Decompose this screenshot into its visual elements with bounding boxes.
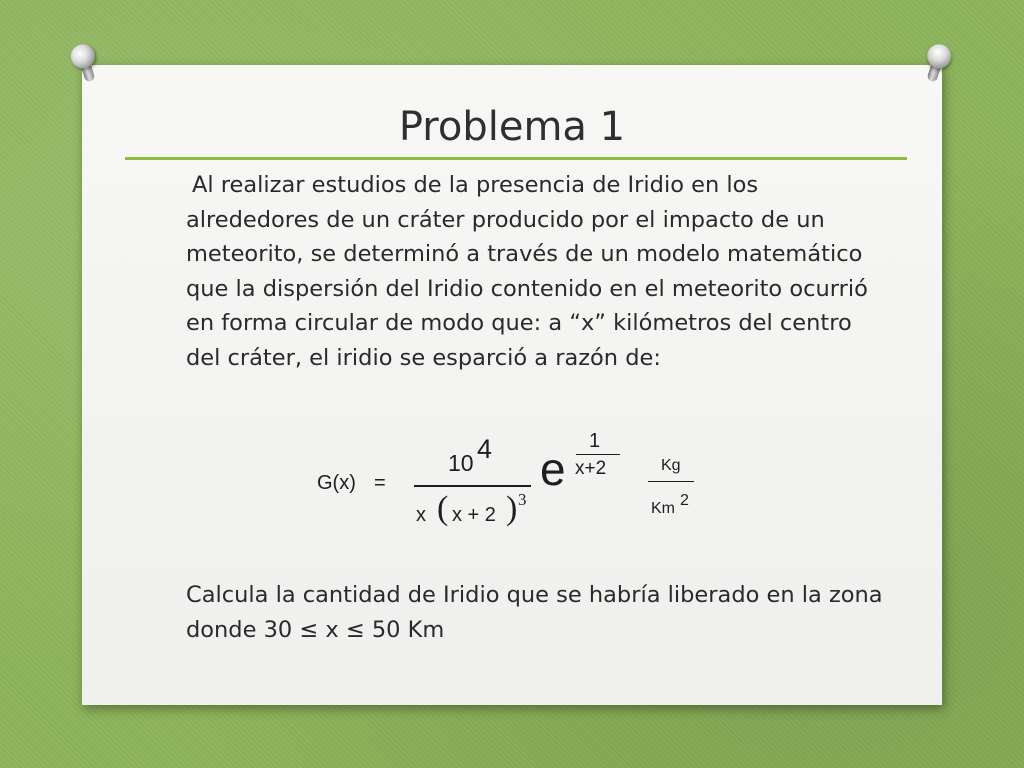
exponent-denominator: x+2 — [575, 458, 607, 479]
slide-title: Problema 1 — [398, 104, 626, 150]
problem-statement: Al realizar estudios de la presencia de Iridio en los alrededores de un cráter producido por el impacto de un meteorito, se determinó a través de un modelo matemático que la dispersión del Iridio contenido en el meteorito ocurrió en forma circular de modo que: a “x” kilómetros del centro del cráter, el iridio se esparció a razón de: — [186, 172, 868, 371]
euler-e: e — [540, 443, 566, 495]
unit-denominator-exponent: 2 — [680, 492, 689, 509]
title-divider — [125, 157, 907, 160]
unit-numerator: Kg — [661, 457, 681, 474]
unit-denominator: Km — [651, 500, 675, 517]
denominator-x: x — [416, 504, 426, 526]
denominator-paren-close: ) — [506, 490, 518, 527]
exponent-numerator: 1 — [589, 430, 601, 452]
question-text: Calcula la cantidad de Iridio que se habría liberado en la zona donde 30 ≤ x ≤ 50 Km — [186, 582, 883, 643]
formula-lhs: G(x) — [317, 472, 356, 494]
denominator-inner: x + 2 — [452, 504, 496, 526]
numerator-base: 10 — [448, 450, 474, 476]
denominator-exponent: 3 — [518, 490, 527, 509]
formula-equals: = — [374, 472, 386, 494]
numerator-exponent: 4 — [477, 434, 493, 464]
denominator-paren-open: ( — [437, 490, 449, 527]
